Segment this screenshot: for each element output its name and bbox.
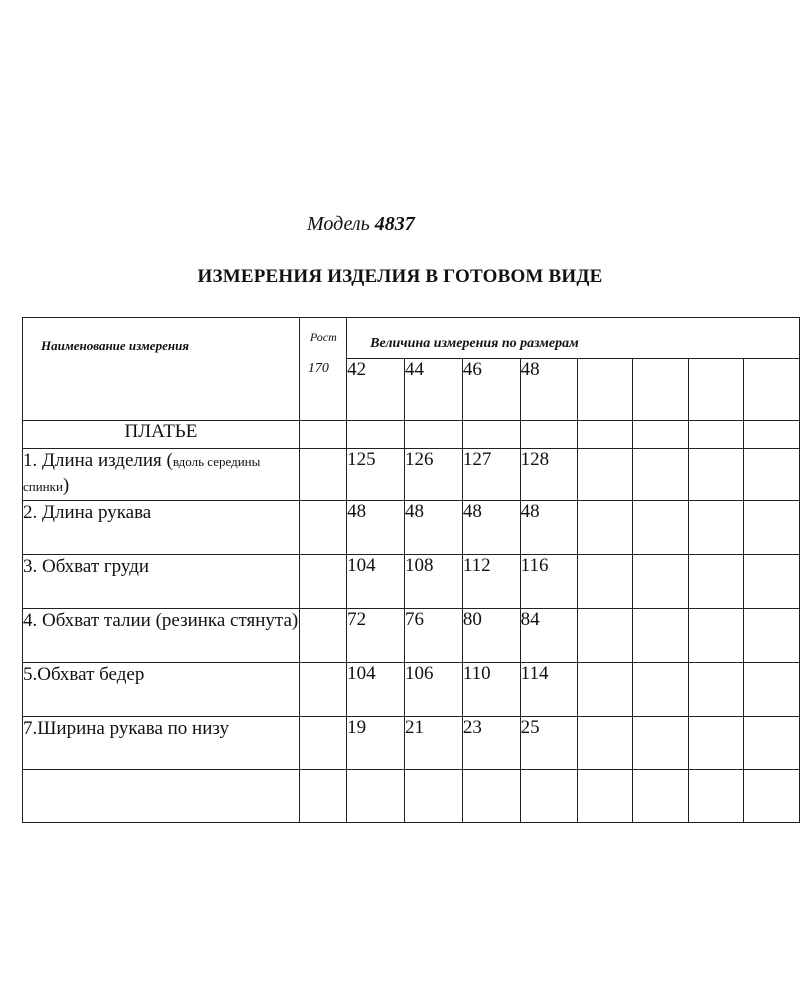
row-note: вдоль середины спинки: [23, 454, 261, 494]
height-value: 170: [307, 361, 329, 376]
empty-cell: [299, 663, 346, 717]
empty-cell: [577, 501, 633, 555]
empty-cell: [577, 770, 633, 823]
row-value: 110: [462, 663, 520, 717]
row-name: 3. Обхват груди: [23, 555, 300, 609]
empty-cell: [689, 663, 744, 717]
row-value: 76: [404, 609, 462, 663]
empty-cell: [520, 770, 577, 823]
empty-cell: [689, 449, 744, 501]
empty-cell: [744, 770, 800, 823]
empty-cell: [404, 421, 462, 449]
row-value: 23: [462, 717, 520, 770]
empty-cell: [744, 663, 800, 717]
empty-cell: [744, 449, 800, 501]
empty-cell: [689, 555, 744, 609]
empty-cell: [744, 501, 800, 555]
table-row: [23, 449, 800, 501]
empty-cell: [633, 717, 689, 770]
row-name: 7.Ширина рукава по низу: [23, 717, 300, 770]
table-row: [23, 770, 800, 823]
empty-cell: [520, 421, 577, 449]
empty-cell: [633, 770, 689, 823]
row-value: 19: [347, 717, 405, 770]
row-name: 1. Длина изделия (вдоль середины спинки): [23, 449, 300, 501]
row-value: 21: [404, 717, 462, 770]
empty-cell: [299, 555, 346, 609]
empty-cell: [462, 421, 520, 449]
empty-cell: [633, 555, 689, 609]
row-value: 48: [520, 501, 577, 555]
empty-cell: [633, 501, 689, 555]
table-row: [23, 663, 800, 717]
empty-cell: [744, 359, 800, 421]
empty-cell: [633, 421, 689, 449]
row-value: 80: [462, 609, 520, 663]
row-value: 114: [520, 663, 577, 717]
empty-cell: [577, 717, 633, 770]
empty-cell: [299, 770, 346, 823]
row-value: 126: [404, 449, 462, 501]
table-row: [23, 609, 800, 663]
row-value: 106: [404, 663, 462, 717]
empty-cell: [347, 770, 405, 823]
row-value: 48: [404, 501, 462, 555]
empty-cell: [299, 609, 346, 663]
table-row: [23, 555, 800, 609]
empty-cell: [633, 449, 689, 501]
empty-cell: [689, 717, 744, 770]
header-size-values: Величина измерения по размерам: [347, 318, 800, 359]
model-number: 4837: [374, 213, 415, 235]
row-value: 104: [347, 663, 405, 717]
row-value: 128: [520, 449, 577, 501]
measurements-table: [22, 317, 800, 823]
empty-cell: [299, 717, 346, 770]
row-name: 4. Обхват талии (резинка стянута): [23, 609, 300, 663]
row-value: 112: [462, 555, 520, 609]
empty-cell: [347, 421, 405, 449]
table-row: [23, 717, 800, 770]
row-value: 104: [347, 555, 405, 609]
row-name: 2. Длина рукава: [23, 501, 300, 555]
header-height: [299, 318, 346, 421]
row-value: 48: [347, 501, 405, 555]
size-header: 42: [347, 359, 405, 421]
section-label: ПЛАТЬЕ: [23, 421, 300, 449]
empty-cell: [689, 359, 744, 421]
empty-cell: [577, 359, 633, 421]
row-value: 72: [347, 609, 405, 663]
empty-cell: [744, 609, 800, 663]
empty-cell: [462, 770, 520, 823]
empty-cell: [404, 770, 462, 823]
model-label: Модель: [307, 213, 370, 235]
empty-cell: [577, 609, 633, 663]
empty-cell: [577, 449, 633, 501]
empty-cell: [744, 555, 800, 609]
header-measurement-name: Наименование измерения: [23, 318, 300, 421]
empty-cell: [577, 421, 633, 449]
empty-cell: [689, 421, 744, 449]
model-line: [307, 213, 415, 236]
size-header: 46: [462, 359, 520, 421]
empty-cell: [577, 663, 633, 717]
height-label: Рост: [309, 330, 337, 344]
empty-cell: [744, 717, 800, 770]
empty-cell: [689, 501, 744, 555]
row-name: 5.Обхват бедер: [23, 663, 300, 717]
empty-cell: [299, 449, 346, 501]
empty-cell: [299, 421, 346, 449]
row-value: 116: [520, 555, 577, 609]
empty-cell: [633, 663, 689, 717]
empty-cell: [744, 421, 800, 449]
empty-cell: [689, 770, 744, 823]
document-title: ИЗМЕРЕНИЯ ИЗДЕЛИЯ В ГОТОВОМ ВИДЕ: [197, 266, 603, 287]
empty-cell: [577, 555, 633, 609]
size-header: 48: [520, 359, 577, 421]
empty-cell: [689, 609, 744, 663]
empty-cell: [23, 770, 300, 823]
row-value: 84: [520, 609, 577, 663]
size-header: 44: [404, 359, 462, 421]
empty-cell: [299, 501, 346, 555]
table-row: [23, 501, 800, 555]
empty-cell: [633, 609, 689, 663]
row-value: 48: [462, 501, 520, 555]
row-value: 25: [520, 717, 577, 770]
row-value: 125: [347, 449, 405, 501]
row-value: 108: [404, 555, 462, 609]
empty-cell: [633, 359, 689, 421]
row-value: 127: [462, 449, 520, 501]
